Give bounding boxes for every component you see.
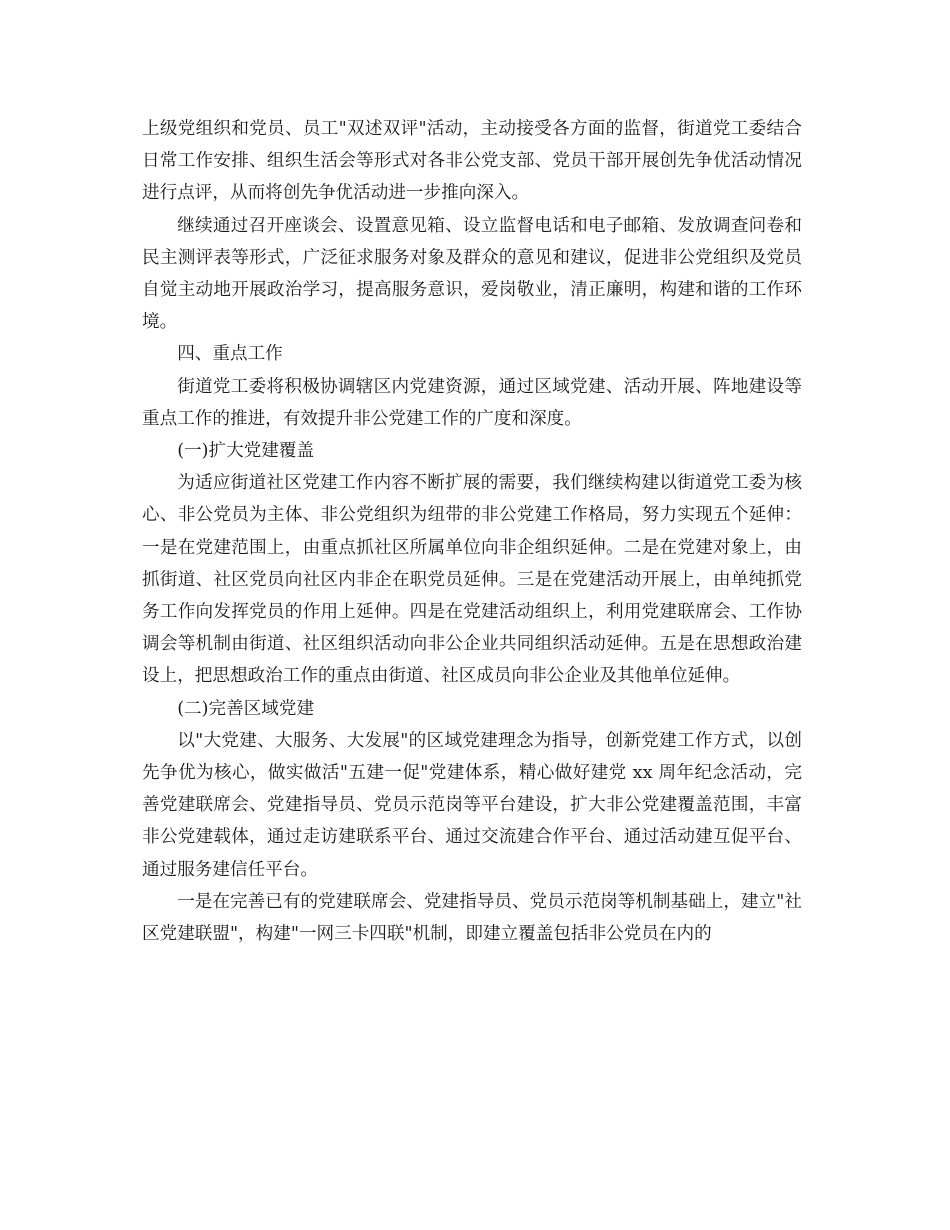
subsection-heading-2: (二)完善区域党建 — [177, 698, 315, 719]
subsection-heading-1: (一)扩大党建覆盖 — [177, 441, 315, 462]
paragraph-1: 上级党组织和党员、员工"双述双评"活动，主动接受各方面的监督，街道党工委结合日常工作安排、组织生活会等形式对各非公党支部、党员干部开展创先争优活动情况进行点评，从而将创先争优活动进一步推向深入。 — [142, 119, 802, 204]
paragraph-3: 街道党工委将积极协调辖区内党建资源，通过区域党建、活动开展、阵地建设等重点工作的推进，有效提升非公党建工作的广度和深度。 — [142, 376, 802, 429]
document-page — [142, 113, 802, 950]
paragraph-2: 继续通过召开座谈会、设置意见箱、设立监督电话和电子邮箱、发放调查问卷和民主测评表等形式，广泛征求服务对象及群众的意见和建议，促进非公党组织及党员自觉主动地开展政治学习，提高服务意识，爱岗敬业，清正廉明，构建和谐的工作环境。 — [142, 215, 802, 333]
paragraph-6: 一是在完善已有的党建联席会、党建指导员、党员示范岗等机制基础上，建立"社区党建联盟"，构建"一网三卡四联"机制，即建立覆盖包括非公党员在内的 — [142, 891, 802, 945]
section-heading-key-work: 四、重点工作 — [177, 344, 283, 365]
paragraph-5: 以"大党建、大服务、大发展"的区域党建理念为指导，创新党建工作方式，以创先争优为核心，做实做活"五建一促"党建体系，精心做好建党 xx 周年纪念活动，完善党建联席会、党建指导员、党员示范岗等平台建设，扩大非公党建覆盖范围，丰富非公党建载体，通过走访建联系平台、通过交流建合作平台、通过活动建互促平台、通过服务建信任平台。 — [142, 730, 802, 880]
paragraph-4: 为适应街道社区党建工作内容不断扩展的需要，我们继续构建以街道党工委为核心、非公党员为主体、非公党组织为纽带的非公党建工作格局，努力实现五个延伸：一是在党建范围上，由重点抓社区所属单位向非企组织延伸。二是在党建对象上，由抓街道、社区党员向社区内非企在职党员延伸。三是在党建活动开展上，由单纯抓党务工作向发挥党员的作用上延伸。四是在党建活动组织上，利用党建联席会、工作协调会等机制由街道、社区组织活动向非公企业共同组织活动延伸。五是在思想政治建设上，把思想政治工作的重点由街道、社区成员向非公企业及其他单位延伸。 — [142, 473, 802, 687]
